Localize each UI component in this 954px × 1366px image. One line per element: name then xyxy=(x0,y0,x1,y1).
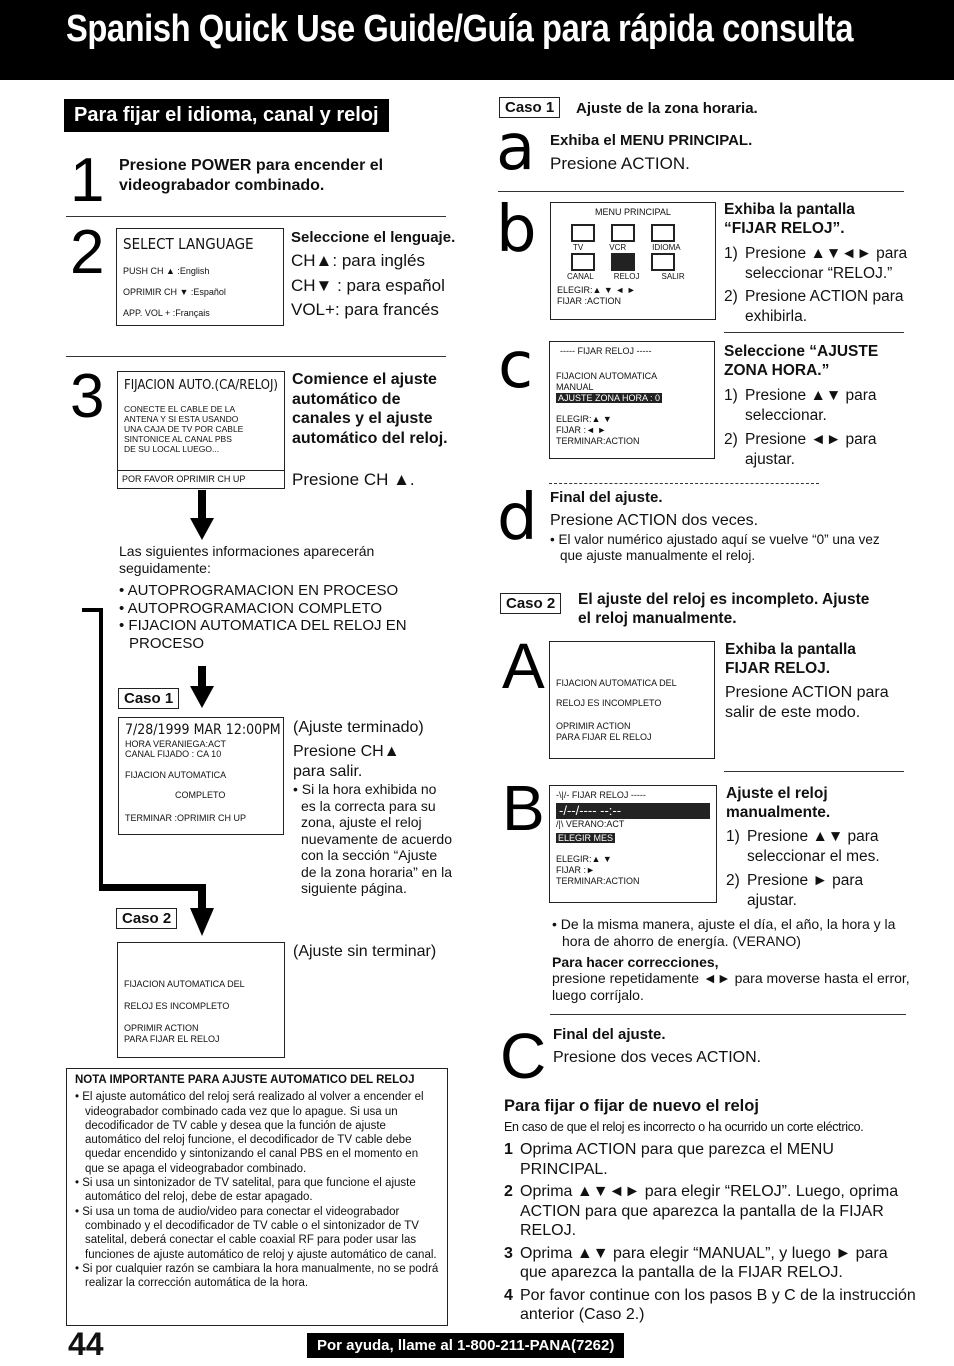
screen-line: DE SU LOCAL LUEGO... xyxy=(124,444,220,454)
step-number-3: 3 xyxy=(70,362,105,431)
substep-text: Presione ► para ajustar. xyxy=(747,872,864,909)
substep-number: 2) xyxy=(726,872,740,889)
list-item: • AUTOPROGRAMACION COMPLETO xyxy=(119,599,383,617)
step-b-heading: Exhiba la pantalla “FIJAR RELOJ”. xyxy=(724,201,855,237)
step-C-heading: Final del ajuste. xyxy=(553,1026,666,1043)
step-B-heading: Ajuste el reloj manualmente. xyxy=(726,785,831,821)
step3-heading: Comience el ajuste automático de canales y el ajuste automático del reloj. xyxy=(292,371,448,447)
caso2-status: (Ajuste sin terminar) xyxy=(293,943,437,960)
list-item: 4 Por favor continue con los pasos B y C de la instrucción anterior (Caso 2.) xyxy=(504,1286,916,1323)
icon-label: CANAL xyxy=(567,272,594,281)
note-title: NOTA IMPORTANTE PARA AJUSTE AUTOMATICO DEL RELOJ xyxy=(75,1074,415,1086)
icon-label: TV xyxy=(573,243,584,252)
tv-icon xyxy=(571,224,595,242)
reset-title: Para fijar o fijar de nuevo el reloj xyxy=(504,1097,759,1115)
caso2-right-tag: Caso 2 xyxy=(500,593,561,614)
step-C-text: Presione dos veces ACTION. xyxy=(553,1049,762,1066)
divider xyxy=(550,1014,906,1015)
substep-text: Presione ▲▼◄► para seleccionar “RELOJ.” xyxy=(745,245,908,282)
info-intro: Las siguientes informaciones aparecerán seguidamente: xyxy=(119,543,375,576)
step-number-2: 2 xyxy=(70,218,105,287)
info-list xyxy=(119,582,419,652)
main-menu-screen xyxy=(550,202,716,320)
divider xyxy=(498,191,904,192)
screen-line: MANUAL xyxy=(556,382,594,392)
substep-text: Presione ACTION para exhibirla. xyxy=(745,288,904,325)
step-A-heading: Exhiba la pantalla FIJAR RELOJ. xyxy=(725,641,856,677)
icon-label: VCR xyxy=(609,243,627,252)
caso1-screen xyxy=(118,717,284,835)
list-item: • El ajuste automático del reloj será realizado al volver a encender el videograbador combinado cada vez que lo apague. Si usa un decodificador de TV cable y desea que la función de ajuste automático del reloj funcione, el decodificador de TV cable debe quedar encendido y sintonizando el canal PBS en el momento en que se apaga el videograbador combinado. xyxy=(75,1091,424,1175)
screen-line: PARA FIJAR EL RELOJ xyxy=(556,732,652,742)
substep-number: 1) xyxy=(726,828,740,845)
page-number: 44 xyxy=(68,1326,104,1362)
screen-line: OPRIMIR CH ▼ :Español xyxy=(123,287,226,297)
screen-line: CANAL FIJADO : CA 10 xyxy=(125,749,222,759)
divider xyxy=(549,483,819,484)
substep-number: 2) xyxy=(724,288,738,305)
caso2-tag: Caso 2 xyxy=(116,908,177,929)
screen-line: TERMINAR :OPRIMIR CH UP xyxy=(125,813,247,823)
divider xyxy=(724,332,904,333)
substep-number: 2) xyxy=(724,431,738,448)
divider xyxy=(66,356,446,357)
divider xyxy=(724,771,904,772)
page-title: Spanish Quick Use Guide/Guía para rápida consulta xyxy=(66,8,854,50)
clock-setup-screen xyxy=(549,341,715,459)
caso1-right-tag: Caso 1 xyxy=(499,97,560,118)
caso2-right-title: El ajuste del reloj es incompleto. Ajuste el reloj manualmente. xyxy=(578,591,870,627)
icon-label: SALIR xyxy=(661,272,685,281)
caso1-tag: Caso 1 xyxy=(118,688,179,709)
correction-title: Para hacer correcciones, xyxy=(552,954,719,970)
screen-line: FIJACION AUTOMATICA xyxy=(125,770,227,780)
screen-title: FIJACION AUTO.(CA/RELOJ) xyxy=(124,378,278,393)
screen-title: -\|/- FIJAR RELOJ ----- xyxy=(556,790,646,800)
list-item: • AUTOPROGRAMACION EN PROCESO xyxy=(119,582,399,599)
step-a-heading: Exhiba el MENU PRINCIPAL. xyxy=(550,132,753,149)
auto-setup-screen xyxy=(117,371,285,489)
step-letter-b: b xyxy=(496,193,537,267)
step-d-text: Presione ACTION dos veces. xyxy=(550,512,759,529)
caso1-action: Presione CH▲ para salir. xyxy=(293,743,400,780)
caso1-right-title: Ajuste de la zona horaria. xyxy=(576,100,758,117)
step-letter-d: d xyxy=(497,481,538,555)
screen-highlight: ELEGIR MES xyxy=(558,833,614,843)
screen-line: /|\ VERANO:ACT xyxy=(556,819,625,829)
step-number-1: 1 xyxy=(70,146,105,215)
substep-number: 1) xyxy=(724,387,738,404)
page-header xyxy=(0,0,954,80)
screen-highlight: -/--/---- --:-- xyxy=(556,803,710,819)
screen-line: ANTENA Y SI ESTA USANDO xyxy=(124,414,239,424)
step-letter-B: B xyxy=(502,772,545,844)
screen-line: HORA VERANIEGA:ACT xyxy=(125,739,227,749)
screen-line: OPRIMIR ACTION xyxy=(556,721,631,731)
step-letter-a: a xyxy=(496,111,536,185)
screen-line: OPRIMIR ACTION xyxy=(124,1023,199,1033)
section-title: Para fijar el idioma, canal y reloj xyxy=(64,99,389,132)
list-item: 2 Oprima ▲▼◄► para elegir “RELOJ”. Luego, oprima ACTION para que aparezca la pantalla de la FIJAR RELOJ. xyxy=(504,1183,899,1239)
substep-text: Presione ◄► para ajustar. xyxy=(745,431,877,468)
clock-icon xyxy=(611,253,635,271)
list-item: • Si usa un toma de audio/video para conectar el videograbador combinado y el decodificador de TV cable o el sintonizador de TV satelital, deberá conectar el cable coaxial RF para poder usar las funciones de ajuste automático de reloj y ajuste automático de canal. xyxy=(75,1205,437,1261)
screen-line: COMPLETO xyxy=(175,790,226,800)
screen-line: FIJACION AUTOMATICA DEL xyxy=(556,678,677,688)
channel-icon xyxy=(571,253,595,271)
exit-icon xyxy=(651,253,675,271)
screen-line: CONECTE EL CABLE DE LA xyxy=(124,404,236,414)
screen-line: FIJAR :► xyxy=(556,865,595,875)
manual-clock-screen xyxy=(549,785,717,903)
step-B-note: • De la misma manera, ajuste el día, el año, la hora y la hora de ahorro de energía. (VERANO) xyxy=(552,916,896,949)
language-screen xyxy=(116,228,284,326)
step-letter-A: A xyxy=(502,630,545,702)
step2-line: CH▼ : para español xyxy=(291,276,445,295)
vcr-icon xyxy=(611,224,635,242)
step-letter-C: C xyxy=(500,1020,547,1092)
caso1-status: (Ajuste terminado) xyxy=(293,719,424,736)
screen-line: PUSH CH ▲ :English xyxy=(123,266,210,276)
step-A-text: Presione ACTION para salir de este modo. xyxy=(725,684,889,721)
step2-line: CH▲: para inglés xyxy=(291,251,425,270)
screen-line: TERMINAR:ACTION xyxy=(556,876,640,886)
screen-line: UNA CAJA DE TV POR CABLE xyxy=(124,424,244,434)
screen-line: RELOJ ES INCOMPLETO xyxy=(556,698,662,708)
screen-footer: POR FAVOR OPRIMIR CH UP xyxy=(118,470,284,488)
caso2-screen xyxy=(117,942,285,1058)
reset-subtitle: En caso de que el reloj es incorrecto o ha ocurrido un corte eléctrico. xyxy=(504,1120,864,1134)
icon-label: IDIOMA xyxy=(652,243,681,252)
screen-line: PARA FIJAR EL RELOJ xyxy=(124,1034,220,1044)
substep-text: Presione ▲▼ para seleccionar el mes. xyxy=(747,828,880,865)
list-item: 3 Oprima ▲▼ para elegir “MANUAL”, y luego ► para que aparezca la pantalla de la FIJAR RELOJ. xyxy=(504,1244,888,1281)
note-box xyxy=(66,1068,448,1326)
step2-line: VOL+: para francés xyxy=(291,300,439,319)
screen-highlight: AJUSTE ZONA HORA : 0 xyxy=(558,393,661,403)
screen-line: ELEGIR:▲ ▼ ◄ ► xyxy=(557,285,636,295)
screen-title: MENU PRINCIPAL xyxy=(595,207,671,217)
screen-title: ----- FIJAR RELOJ ----- xyxy=(560,346,652,356)
help-banner: Por ayuda, llame al 1-800-211-PANA(7262) xyxy=(307,1333,624,1358)
screen-line: FIJAR :ACTION xyxy=(557,296,622,306)
reset-steps xyxy=(504,1140,916,1325)
screen-line: APP. VOL + :Français xyxy=(123,308,210,318)
step3-action: Presione CH ▲. xyxy=(292,470,415,489)
screen-title: 7/28/1999 MAR 12:00PM xyxy=(125,722,281,738)
substep-text: Presione ▲▼ para seleccionar. xyxy=(745,387,877,424)
screen-line: SINTONICE AL CANAL PBS xyxy=(124,434,232,444)
step1-text: Presione POWER para encender el videograbador combinado. xyxy=(119,157,384,194)
step-c-heading: Seleccione “AJUSTE ZONA HORA.” xyxy=(724,343,879,379)
step-d-heading: Final del ajuste. xyxy=(550,489,663,506)
screen-line: FIJACION AUTOMATICA DEL xyxy=(124,979,245,989)
screen-line: FIJACION AUTOMATICA xyxy=(556,371,658,381)
language-icon xyxy=(651,224,675,242)
caso1-note: • Si la hora exhibida no es la correcta para su zona, ajuste el reloj nuevamente de acuerdo con la sección “Ajuste de la zona horaria” en la siguiente página. xyxy=(293,781,452,896)
step-a-text: Presione ACTION. xyxy=(550,154,690,173)
screen-line: ELEGIR:▲ ▼ xyxy=(556,854,612,864)
screen-line: FIJAR :◄ ► xyxy=(556,425,607,435)
step-d-note: • El valor numérico ajustado aquí se vuelve “0” una vez que ajuste manualmente el reloj. xyxy=(550,532,880,563)
icon-label: RELOJ xyxy=(613,272,640,281)
screen-line: RELOJ ES INCOMPLETO xyxy=(124,1001,230,1011)
list-item: • Si por cualquier razón se cambiara la hora manualmente, no se podrá realizar la corrección automática de la hora. xyxy=(75,1262,439,1290)
screen-title: SELECT LANGUAGE xyxy=(123,235,254,253)
list-item: 1 Oprima ACTION para que parezca el MENU PRINCIPAL. xyxy=(504,1141,834,1178)
list-item: • FIJACION AUTOMATICA DEL RELOJ EN PROCESO xyxy=(119,617,407,652)
list-item: • Si usa un sintonizador de TV satelital, para que funcione el ajuste automático del reloj, debe de estar apagado. xyxy=(75,1177,416,1204)
substep-number: 1) xyxy=(724,245,738,262)
correction-text: presione repetidamente ◄► para moverse hasta el error, luego corríjalo. xyxy=(552,970,910,1003)
divider xyxy=(66,216,446,217)
screen-line: ELEGIR:▲ ▼ xyxy=(556,414,612,424)
step-letter-c: c xyxy=(498,329,534,403)
clock-incomplete-screen xyxy=(549,641,715,759)
screen-line: TERMINAR:ACTION xyxy=(556,436,640,446)
step2-heading: Seleccione el lenguaje. xyxy=(291,229,456,246)
